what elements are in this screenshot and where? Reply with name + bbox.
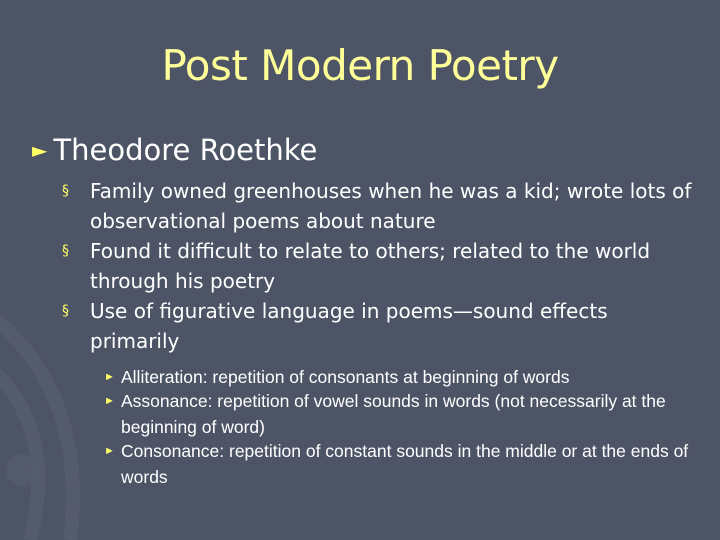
sub-list-item-text: Consonance: repetition of constant sounds in the middle or at the ends of words (121, 441, 689, 487)
section-bullet-icon: § (62, 303, 69, 319)
main-points-list (62, 176, 702, 356)
sub-list-item (104, 364, 694, 390)
section-bullet-icon: § (62, 183, 69, 199)
section-heading (32, 131, 317, 169)
list-item-text: Family owned greenhouses when he was a kid; wrote lots of observational poems about nature (90, 179, 692, 233)
section-bullet-icon: § (62, 243, 69, 259)
slide-title: Post Modern Poetry (161, 41, 559, 90)
arrow-bullet-icon: ► (104, 445, 115, 457)
list-item (62, 296, 702, 356)
sub-list-item (104, 438, 694, 490)
list-item-text: Use of figurative language in poems—sound effects primarily (90, 299, 608, 353)
section-heading-text: Theodore Roethke (53, 133, 318, 167)
arrow-bullet-icon: ► (104, 371, 115, 383)
sub-points-list (104, 364, 694, 488)
list-item-text: Found it difficult to relate to others; related to the world through his poetry (90, 239, 651, 293)
list-item (62, 236, 702, 296)
sub-list-item-text: Assonance: repetition of vowel sounds in words (not necessarily at the beginning of word) (121, 391, 666, 437)
sub-list-item (104, 388, 694, 440)
list-item (62, 176, 702, 236)
arrow-bullet-icon: ► (104, 395, 115, 407)
sub-list-item-text: Alliteration: repetition of consonants at beginning of words (121, 367, 570, 387)
arrow-bullet-icon: ► (32, 138, 48, 162)
